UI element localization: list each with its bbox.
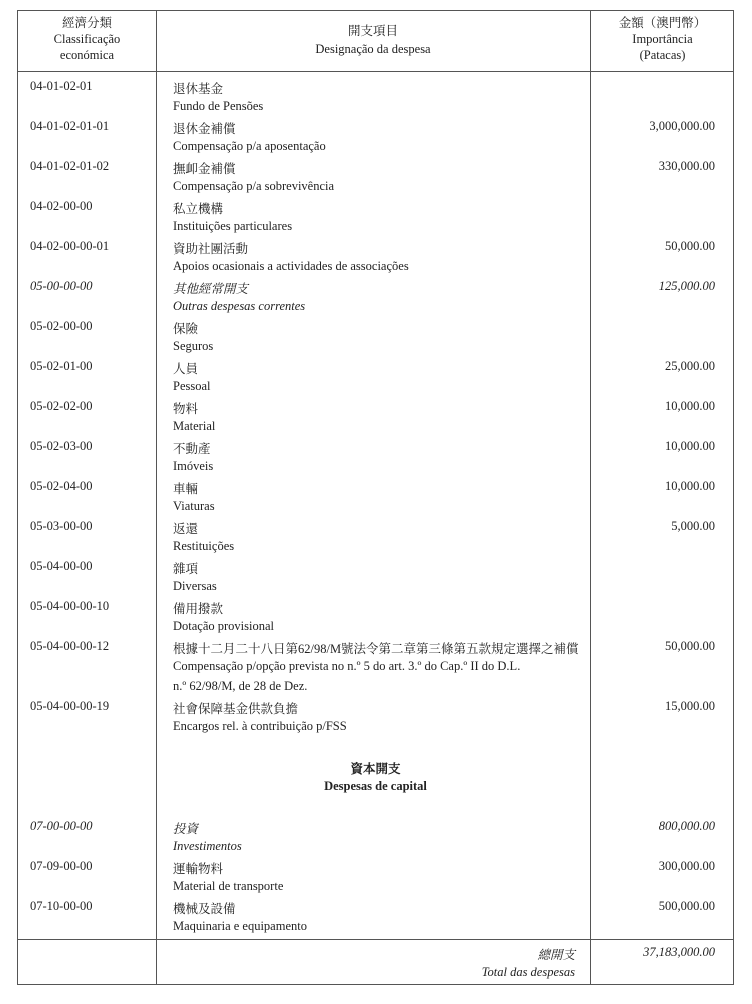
row-code: 04-01-02-01-02 bbox=[30, 159, 110, 173]
row-desc-zh: 退休基金 bbox=[173, 82, 224, 96]
row-code: 05-04-00-00 bbox=[30, 559, 93, 573]
header-classification-pt1: Classificação bbox=[53, 32, 121, 46]
row-amount: 800,000.00 bbox=[658, 819, 715, 833]
row-amount: 500,000.00 bbox=[658, 899, 715, 913]
row-desc-zh: 根據十二月二十八日第62/98/M號法令第二章第三條第五款規定選擇之補償 bbox=[173, 642, 579, 656]
row-code: 05-04-00-00-10 bbox=[30, 599, 110, 613]
row-desc-pt: Compensação p/a sobrevivência bbox=[173, 179, 335, 193]
header-designation-pt: Designação da despesa bbox=[315, 42, 431, 56]
column-divider bbox=[156, 11, 157, 984]
row-amount: 5,000.00 bbox=[671, 519, 715, 533]
row-code: 04-02-00-00-01 bbox=[30, 239, 110, 253]
row-amount: 10,000.00 bbox=[665, 439, 715, 453]
row-desc-zh: 車輛 bbox=[173, 482, 199, 496]
row-desc-zh: 返還 bbox=[173, 522, 199, 536]
row-desc-pt: Outras despesas correntes bbox=[173, 299, 306, 313]
row-desc-pt: Compensação p/opção prevista no n.º 5 do art. 3.º do Cap.º II do D.L. bbox=[173, 659, 521, 673]
row-desc-zh: 不動產 bbox=[173, 442, 211, 456]
row-desc-zh: 社會保障基金供款負擔 bbox=[173, 702, 299, 716]
row-desc-pt: Material de transporte bbox=[173, 879, 284, 893]
row-amount: 125,000.00 bbox=[658, 279, 715, 293]
row-desc-zh: 其他經常開支 bbox=[173, 282, 249, 296]
row-desc-zh: 保險 bbox=[173, 322, 199, 336]
row-desc-pt: Maquinaria e equipamento bbox=[173, 919, 307, 933]
header-divider bbox=[18, 71, 733, 72]
row-amount: 10,000.00 bbox=[665, 399, 715, 413]
section-heading-pt: Despesas de capital bbox=[324, 779, 427, 793]
header-amount bbox=[590, 15, 735, 63]
row-desc-zh: 人員 bbox=[173, 362, 199, 376]
row-amount: 50,000.00 bbox=[665, 639, 715, 653]
row-desc-zh: 雜項 bbox=[173, 562, 199, 576]
row-desc-pt: Diversas bbox=[173, 579, 217, 593]
row-code: 05-02-01-00 bbox=[30, 359, 93, 373]
row-desc-pt: Instituições particulares bbox=[173, 219, 293, 233]
row-desc-pt: Pessoal bbox=[173, 379, 211, 393]
row-code: 07-09-00-00 bbox=[30, 859, 93, 873]
row-amount: 300,000.00 bbox=[658, 859, 715, 873]
column-divider bbox=[590, 11, 591, 984]
header-amount-pt1: Importância bbox=[632, 32, 693, 46]
header-classification-zh: 經濟分類 bbox=[61, 16, 112, 30]
row-amount: 25,000.00 bbox=[665, 359, 715, 373]
row-desc-zh: 物料 bbox=[173, 402, 199, 416]
header-designation bbox=[156, 23, 590, 57]
header-classification-pt2: económica bbox=[59, 48, 115, 62]
row-desc-zh: 撫卹金補償 bbox=[173, 162, 236, 176]
row-desc-pt: Dotação provisional bbox=[173, 619, 275, 633]
row-desc-zh: 備用撥款 bbox=[173, 602, 224, 616]
row-code: 05-02-00-00 bbox=[30, 319, 93, 333]
total-divider bbox=[18, 939, 733, 940]
row-code: 05-03-00-00 bbox=[30, 519, 93, 533]
header-amount-zh: 金額（澳門幣） bbox=[618, 16, 707, 30]
row-code: 05-04-00-00-19 bbox=[30, 699, 110, 713]
row-code: 07-10-00-00 bbox=[30, 899, 93, 913]
row-desc-pt-continued: n.º 62/98/M, de 28 de Dez. bbox=[173, 679, 308, 693]
row-amount: 10,000.00 bbox=[665, 479, 715, 493]
row-desc-pt: Viaturas bbox=[173, 499, 215, 513]
total-label-pt: Total das despesas bbox=[481, 965, 575, 979]
header-designation-zh: 開支項目 bbox=[347, 24, 398, 38]
row-desc-pt: Investimentos bbox=[173, 839, 242, 853]
row-desc-zh: 私立機構 bbox=[173, 202, 224, 216]
header-classification bbox=[18, 15, 156, 63]
expense-table bbox=[17, 10, 734, 985]
row-desc-zh: 運輸物料 bbox=[173, 862, 224, 876]
row-desc-zh: 機械及設備 bbox=[173, 902, 236, 916]
row-amount: 15,000.00 bbox=[665, 699, 715, 713]
row-desc-pt: Imóveis bbox=[173, 459, 214, 473]
row-desc-pt: Encargos rel. à contribuição p/FSS bbox=[173, 719, 347, 733]
row-desc-pt: Apoios ocasionais a actividades de associações bbox=[173, 259, 409, 273]
row-amount: 50,000.00 bbox=[665, 239, 715, 253]
row-code: 05-02-03-00 bbox=[30, 439, 93, 453]
row-code: 07-00-00-00 bbox=[30, 819, 93, 833]
row-desc-zh: 資助社團活動 bbox=[173, 242, 249, 256]
row-code: 05-00-00-00 bbox=[30, 279, 93, 293]
row-desc-pt: Fundo de Pensões bbox=[173, 99, 264, 113]
row-code: 05-02-02-00 bbox=[30, 399, 93, 413]
row-desc-zh: 退休金補償 bbox=[173, 122, 236, 136]
row-code: 04-01-02-01 bbox=[30, 79, 93, 93]
section-heading-zh: 資本開支 bbox=[350, 762, 401, 776]
total-label-zh: 總開支 bbox=[537, 948, 575, 962]
row-desc-pt: Compensação p/a aposentação bbox=[173, 139, 326, 153]
row-code: 05-02-04-00 bbox=[30, 479, 93, 493]
header-amount-pt2: (Patacas) bbox=[639, 48, 686, 62]
row-desc-pt: Seguros bbox=[173, 339, 214, 353]
row-code: 04-01-02-01-01 bbox=[30, 119, 110, 133]
row-desc-pt: Restituições bbox=[173, 539, 235, 553]
row-code: 05-04-00-00-12 bbox=[30, 639, 110, 653]
row-desc-pt: Material bbox=[173, 419, 216, 433]
row-desc-zh: 投資 bbox=[173, 822, 199, 836]
row-amount: 330,000.00 bbox=[658, 159, 715, 173]
total-amount: 37,183,000.00 bbox=[643, 945, 715, 959]
row-code: 04-02-00-00 bbox=[30, 199, 93, 213]
row-amount: 3,000,000.00 bbox=[649, 119, 715, 133]
